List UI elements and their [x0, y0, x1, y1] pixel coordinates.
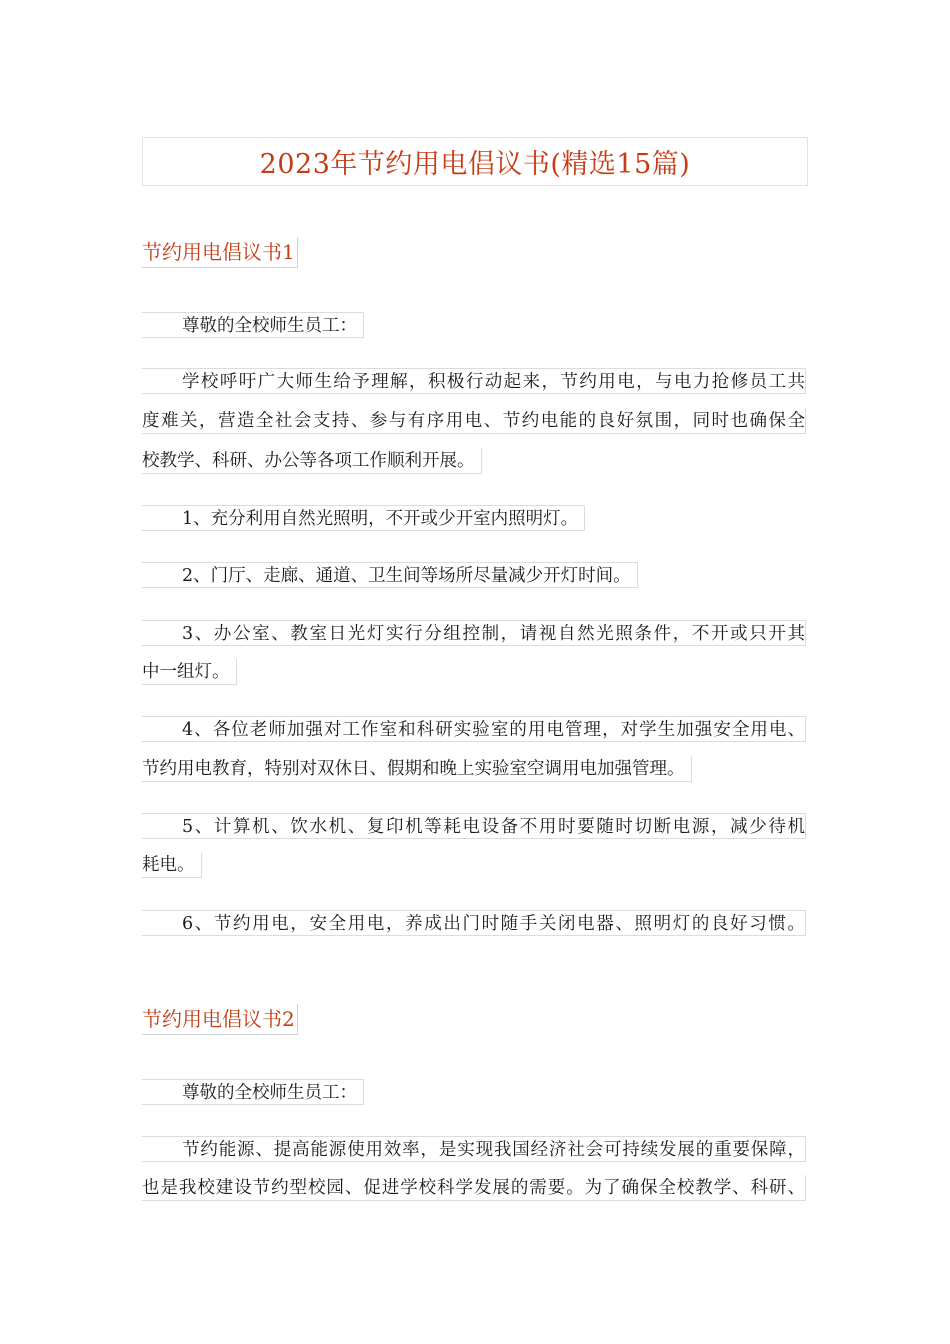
list-item-continued: 耗电。 [142, 852, 202, 878]
paragraph-line: 节约能源、提高能源使用效率，是实现我国经济社会可持续发展的重要保障， [142, 1136, 806, 1162]
paragraph-line: 也是我校建设节约型校园、促进学校科学发展的需要。为了确保全校教学、科研、 [142, 1175, 806, 1201]
list-item: 3、办公室、教室日光灯实行分组控制，请视自然光照条件，不开或只开其 [142, 620, 806, 646]
list-item: 6、节约用电，安全用电，养成出门时随手关闭电器、照明灯的良好习惯。 [142, 910, 806, 936]
salutation: 尊敬的全校师生员工： [142, 1079, 364, 1105]
paragraph-line: 校教学、科研、办公等各项工作顺利开展。 [142, 448, 482, 474]
list-item: 5、计算机、饮水机、复印机等耗电设备不用时要随时切断电源，减少待机 [142, 813, 806, 839]
list-item: 2、门厅、走廊、通道、卫生间等场所尽量减少开灯时间。 [142, 562, 638, 588]
list-item-continued: 节约用电教育，特别对双休日、假期和晚上实验室空调用电加强管理。 [142, 756, 692, 782]
title-box [142, 137, 808, 186]
section-heading: 节约用电倡议书1 [142, 237, 298, 268]
list-item-continued: 中一组灯。 [142, 659, 237, 685]
list-item: 1、充分利用自然光照明，不开或少开室内照明灯。 [142, 505, 585, 531]
paragraph-line: 度难关，营造全社会支持、参与有序用电、节约电能的良好氛围，同时也确保全 [142, 408, 806, 434]
list-item: 4、各位老师加强对工作室和科研实验室的用电管理，对学生加强安全用电、 [142, 716, 806, 742]
paragraph-line: 学校呼吁广大师生给予理解，积极行动起来，节约用电，与电力抢修员工共 [142, 368, 806, 394]
document-title: 2023年节约用电倡议书(精选15篇) [259, 149, 691, 180]
salutation: 尊敬的全校师生员工： [142, 312, 364, 338]
section-heading: 节约用电倡议书2 [142, 1004, 298, 1035]
